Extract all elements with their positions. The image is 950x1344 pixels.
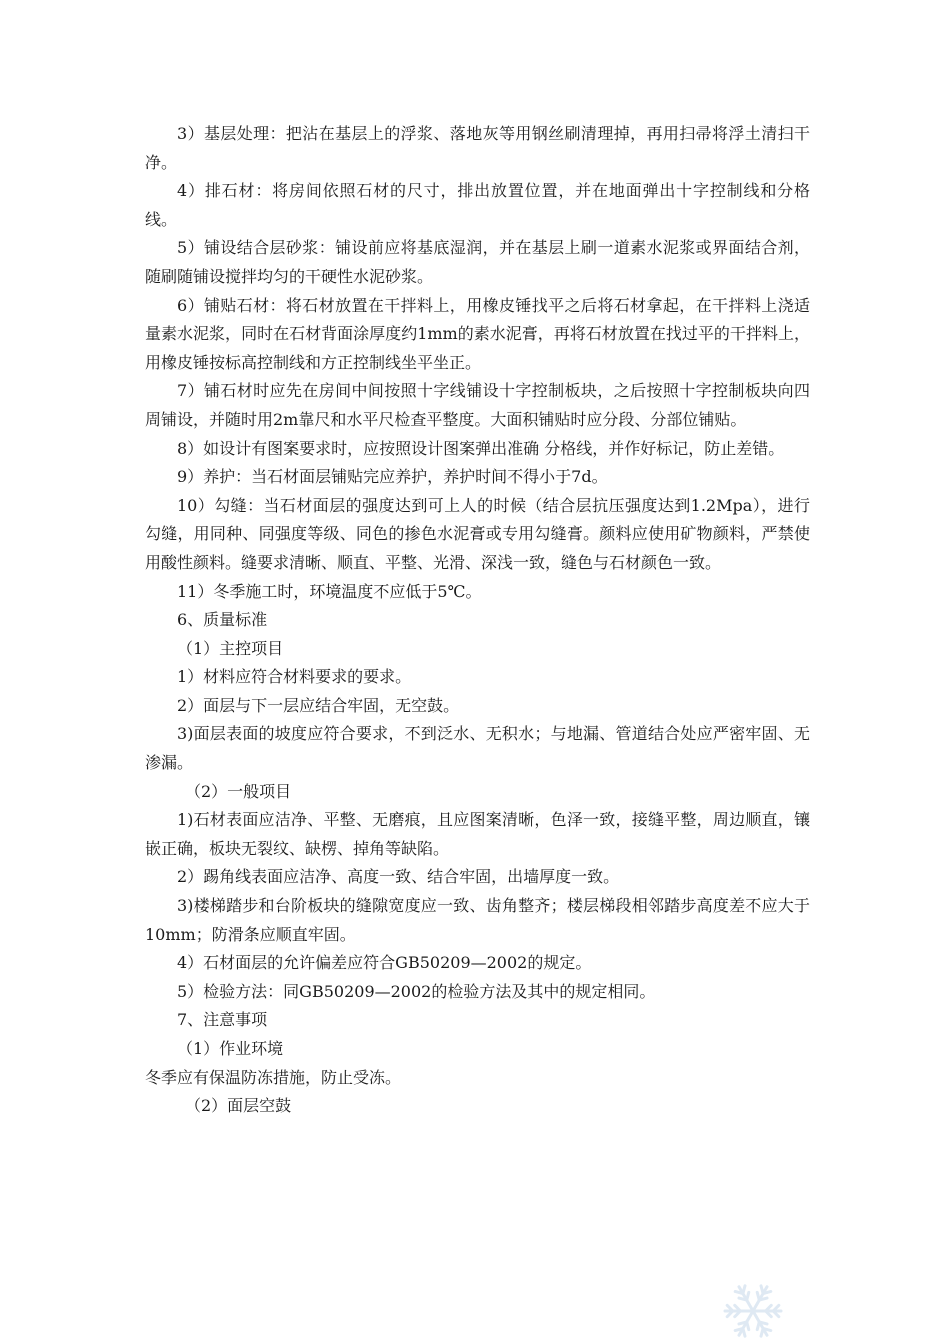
paragraph: 1)石材表面应洁净、平整、无磨痕，且应图案清晰，色泽一致，接缝平整，周边顺直，镶嵌正确，板块无裂纹、缺楞、掉角等缺陷。: [145, 810, 810, 858]
paragraph: 3)楼梯踏步和台阶板块的缝隙宽度应一致、齿角整齐；楼层梯段相邻踏步高度差不应大于10mm；防滑条应顺直牢固。: [145, 896, 810, 944]
paragraph: 2）踢角线表面应洁净、高度一致、结合牢固，出墙厚度一致。: [177, 867, 620, 887]
paragraph: 11）冬季施工时，环境温度不应低于5℃。: [177, 581, 482, 601]
snowflake-branch: [743, 1286, 745, 1294]
paragraph: 3)面层表面的坡度应符合要求，不到泛水、无积水；与地漏、管道结合处应严密牢固、无渗漏。: [145, 724, 810, 773]
snowflake-branch: [761, 1328, 763, 1336]
snowflake-branch: [757, 1322, 759, 1330]
snowflake-branch: [739, 1322, 747, 1324]
paragraph: 8）如设计有图案要求时，应按照设计图案弹出准确 分格线，并作好标记，防止差错。: [177, 438, 785, 458]
snowflake-branch: [763, 1291, 771, 1293]
paragraph: 冬季应有保温防冻措施，防止受冻。: [145, 1067, 402, 1087]
paragraph: （1）主控项目: [177, 638, 284, 658]
paragraph: 5）检验方法：同GB50209—2002的检验方法及其中的规定相同。: [177, 981, 656, 1001]
paragraph: 2）面层与下一层应结合牢固，无空鼓。: [177, 695, 460, 715]
paragraph: （2）面层空鼓: [185, 1096, 292, 1116]
paragraph: 6、质量标准: [177, 610, 268, 630]
paragraph: 1）材料应符合材料要求的要求。: [177, 667, 412, 687]
snowflake-branch: [747, 1292, 749, 1300]
document-body: [145, 120, 810, 1121]
paragraph: 7）铺石材时应先在房间中间按照十字线铺设十字控制板块，之后按照十字控制板块向四周铺设，并随时用2m靠尺和水平尺检查平整度。大面积铺贴时应分段、分部位铺贴。: [145, 381, 810, 429]
paragraph: 7、注意事项: [177, 1010, 268, 1030]
snowflake-branch: [735, 1328, 743, 1330]
paragraph: （1）作业环境: [177, 1039, 284, 1058]
snowflake-branch: [759, 1298, 767, 1300]
paragraph: 4）石材面层的允许偏差应符合GB50209—2002的规定。: [177, 953, 592, 973]
paragraph: （2）一般项目: [185, 781, 292, 801]
paragraph: 4）排石材：将房间依照石材的尺寸，排出放置位置，并在地面弹出十字控制线和分格线。: [145, 181, 810, 229]
paragraph: 9）养护：当石材面层铺贴完应养护，养护时间不得小于7d。: [177, 467, 608, 487]
paragraph: 6）铺贴石材：将石材放置在干拌料上，用橡皮锤找平之后将石材拿起，在干拌料上浇适量素水泥浆，同时在石材背面涂厚度约1mm的素水泥膏，再将石材放置在找过平的干拌料上，用橡皮锤按标高控制线和方正控制线坐平坐正。: [145, 295, 810, 372]
paragraph: 10）勾缝：当石材面层的强度达到可上人的时候（结合层抗压强度达到1.2Mpa），进行勾缝，用同种、同强度等级、同色的掺色水泥膏或专用勾缝膏。颜料应使用矿物颜料，严禁使用酸性颜料。缝要求清晰、顺直、平整、光滑、深浅一致，缝色与石材颜色一致。: [145, 495, 810, 572]
snowflake-watermark-icon: [720, 1278, 786, 1344]
paragraph: 5）铺设结合层砂浆：铺设前应将基底湿润，并在基层上刷一道素水泥浆或界面结合剂，随刷随铺设搅拌均匀的干硬性水泥砂浆。: [145, 238, 810, 286]
paragraph: 3）基层处理：把沾在基层上的浮浆、落地灰等用钢丝刷清理掉，再用扫帚将浮土清扫干净。: [145, 124, 810, 172]
